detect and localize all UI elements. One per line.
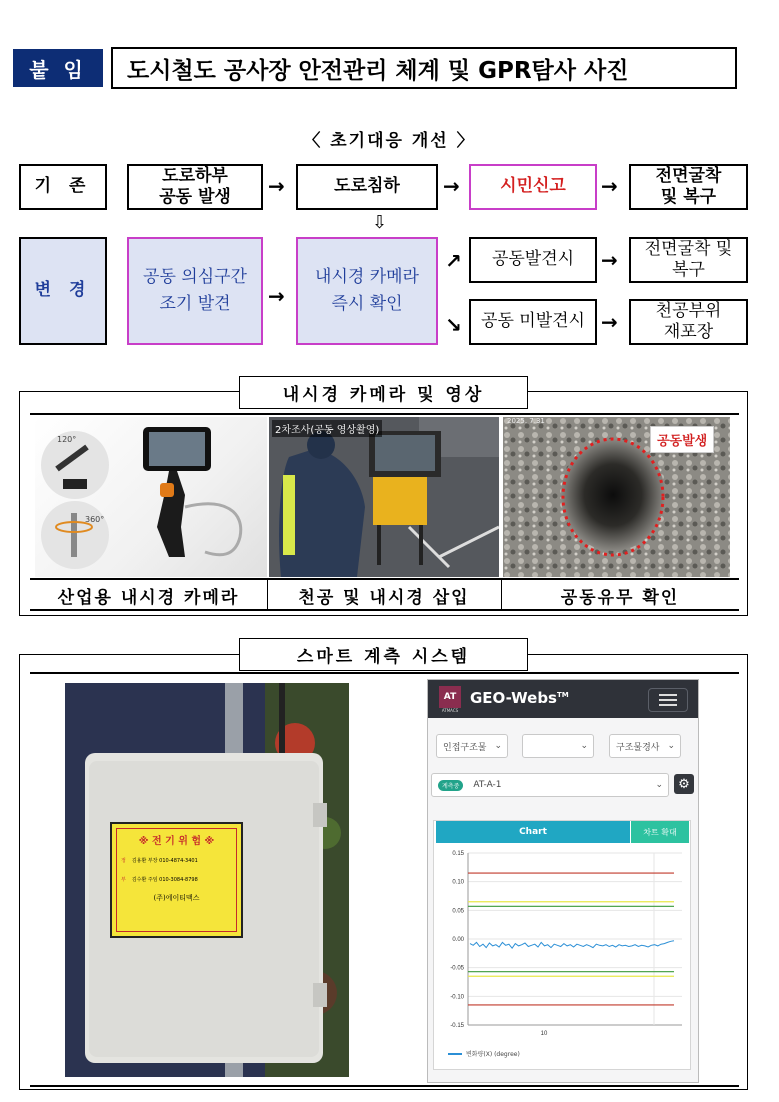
flow-step-early-detection xyxy=(127,237,263,345)
chevron-down-icon: ⌄ xyxy=(655,780,663,790)
app-header xyxy=(428,680,699,718)
endoscope-section-title: 내시경 카메라 및 영상 xyxy=(239,376,528,409)
flow-heading: 〈 초기대응 개선 〉 xyxy=(303,131,476,151)
warning-label-title: ※ 전 기 위 험 ※ xyxy=(138,836,215,847)
hamburger-icon[interactable] xyxy=(648,688,688,712)
arrow-right-icon: → xyxy=(268,174,285,198)
smart-section-title: 스마트 계측 시스템 xyxy=(239,638,528,671)
arrow-down-icon: ⇩ xyxy=(372,212,388,233)
chevron-down-icon: ⌄ xyxy=(494,741,502,751)
flow-branch-found-text: 공동발견시 xyxy=(491,249,575,270)
structure-select-value: 인접구조물 xyxy=(443,742,487,753)
flow-step-subsidence-text: 도로침하 xyxy=(334,176,400,197)
arrow-up-right-icon: ↗ xyxy=(445,249,462,273)
structure-select[interactable] xyxy=(436,734,508,758)
logo-subtext: ATMACS xyxy=(441,708,459,713)
sensor-select-value: AT-A-1 xyxy=(473,780,502,790)
y-tick-label: 0.00 xyxy=(452,937,464,943)
arrow-right-icon: → xyxy=(601,310,618,334)
contact-text: 김용환 부장 010-4874-3401 xyxy=(131,858,198,864)
row-label-existing xyxy=(19,164,107,210)
legend-label: 변화량(X) (degree) xyxy=(466,1051,520,1058)
chevron-down-icon: ⌄ xyxy=(667,741,675,751)
y-tick-label: 0.10 xyxy=(452,879,464,886)
arrow-right-icon: → xyxy=(268,284,285,308)
divider xyxy=(30,1085,739,1087)
cavity-tag: 공동발생 xyxy=(650,426,714,453)
caption-endoscope-camera: 산업용 내시경 카메라 xyxy=(57,588,240,608)
chart-card xyxy=(433,820,691,1070)
settings-gear-icon[interactable]: ⚙ xyxy=(674,774,694,794)
tab-chart[interactable]: Chart xyxy=(436,821,630,843)
divider xyxy=(30,672,739,674)
displacement-chart xyxy=(434,849,690,1049)
drilling-photo xyxy=(269,417,499,577)
middle-select[interactable] xyxy=(522,734,594,758)
flow-branch-found xyxy=(469,237,597,283)
flow-step-excavation xyxy=(629,164,748,210)
photo-tag: 2차조사(공동 영상촬영) xyxy=(272,420,382,437)
angle-120-label: 120° xyxy=(57,435,77,444)
brand-name xyxy=(470,689,569,707)
flow-step-citizen-report-text: 시민신고 xyxy=(500,176,566,197)
flow-branch-notfound-result xyxy=(629,299,748,345)
atmacs-logo: AT xyxy=(439,686,461,708)
x-tick-label: 10 xyxy=(540,1031,548,1037)
y-tick-label: 0.15 xyxy=(452,851,464,857)
trademark: TM xyxy=(557,691,569,699)
y-tick-label: 0.05 xyxy=(452,908,464,915)
caption-drilling: 천공 및 내시경 삽입 xyxy=(298,588,470,608)
attachment-badge: 붙 임 xyxy=(13,49,103,87)
arrow-right-icon: → xyxy=(601,248,618,272)
chevron-down-icon: ⌄ xyxy=(580,741,588,751)
flow-branch-found-result-text: 전면굴착 및 복구 xyxy=(644,238,733,280)
caption-cavity-check: 공동유무 확인 xyxy=(560,588,680,608)
flow-step-early-detection-text: 공동 의심구간 조기 발견 xyxy=(143,266,247,314)
y-tick-label: -0.05 xyxy=(450,965,464,972)
flow-branch-found-result xyxy=(629,237,748,283)
y-tick-label: -0.10 xyxy=(450,994,464,1001)
arrow-right-icon: → xyxy=(443,174,460,198)
contact-text: 김수환 주임 010-3084-8798 xyxy=(131,877,198,883)
divider xyxy=(30,578,739,580)
page-title: 도시철도 공사장 안전관리 체계 및 GPR탐사 사진 xyxy=(111,47,737,89)
flow-branch-notfound-text: 공동 미발견시 xyxy=(481,311,585,332)
divider xyxy=(30,413,739,415)
sensor-status-badge: 계측중 xyxy=(438,780,463,791)
angle-360-label: 360° xyxy=(85,515,105,524)
row-label-changed-text: 변 경 xyxy=(34,280,92,301)
flow-step-cavity xyxy=(127,164,263,210)
flow-step-cavity-text: 도로하부 공동 발생 xyxy=(159,165,231,207)
row-label-changed xyxy=(19,237,107,345)
flow-branch-notfound-result-text: 천공부위 재포장 xyxy=(655,300,722,342)
photo-timestamp: 2025. 7.31 xyxy=(507,417,545,425)
tilt-select-value: 구조물경사 xyxy=(616,742,660,753)
flow-step-citizen-report xyxy=(469,164,597,210)
divider xyxy=(30,609,739,611)
contact-tag: 부 xyxy=(121,877,126,883)
y-tick-label: -0.15 xyxy=(450,1023,464,1029)
flow-branch-notfound xyxy=(469,299,597,345)
flow-step-endoscope-check-text: 내시경 카메라 즉시 확인 xyxy=(315,266,419,314)
legend-swatch xyxy=(448,1053,462,1055)
series-line xyxy=(470,941,674,949)
tab-expand-chart[interactable]: 차트 확대 xyxy=(631,821,689,843)
geo-webs-app xyxy=(427,679,699,1083)
flow-step-subsidence xyxy=(296,164,438,210)
chart-legend xyxy=(448,1049,520,1058)
arrow-right-icon: → xyxy=(601,174,618,198)
company-name: (주)에이티맥스 xyxy=(153,894,200,902)
flow-step-excavation-text: 전면굴착 및 복구 xyxy=(655,165,722,207)
brand-text: GEO-Webs xyxy=(470,689,557,707)
contact-tag: 정 xyxy=(121,858,126,864)
row-label-existing-text: 기 존 xyxy=(34,176,92,197)
endoscope-camera-photo xyxy=(35,417,267,577)
cavity-photo xyxy=(503,417,730,577)
flow-step-endoscope-check xyxy=(296,237,438,345)
arrow-down-right-icon: ↘ xyxy=(445,313,462,337)
sensor-device-photo xyxy=(65,683,349,1077)
tilt-select[interactable] xyxy=(609,734,681,758)
warning-label xyxy=(110,822,243,938)
sensor-select[interactable] xyxy=(431,773,669,797)
